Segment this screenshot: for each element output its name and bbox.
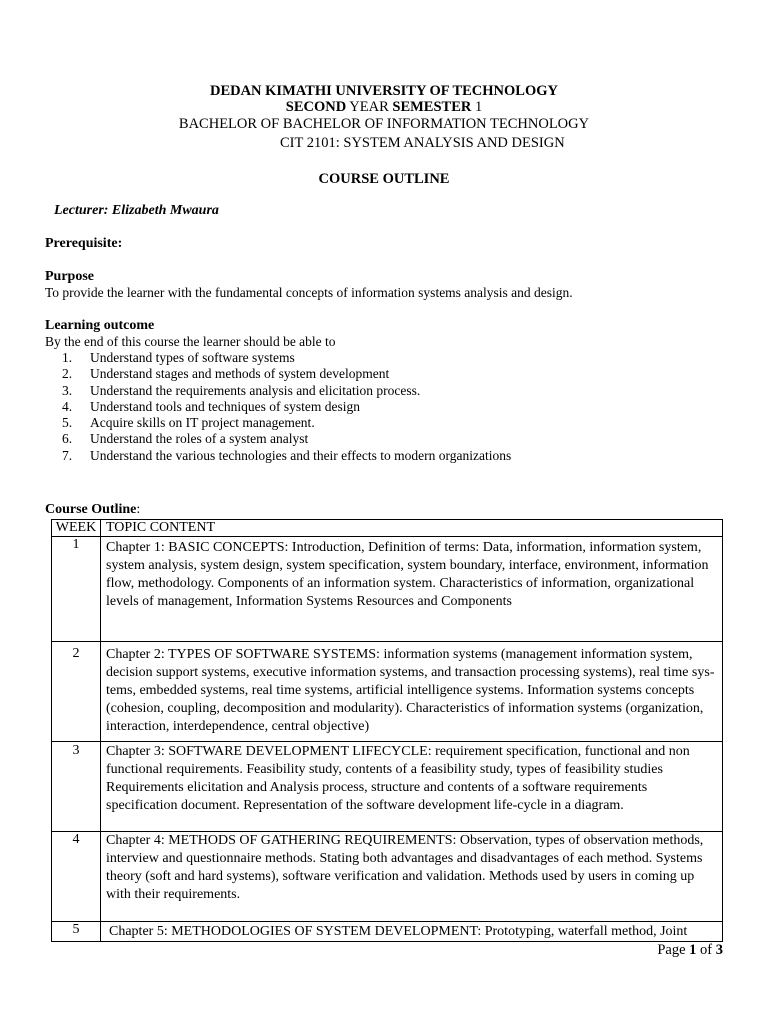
week-cell: 3 — [52, 742, 101, 832]
topic-text-continued: Requirements elicitation and Analysis process, structure and contents of a software requirements specification document. Representation of the software development life-cycle in a diagram. — [106, 780, 648, 813]
page-number: Page 1 of 3 — [657, 942, 723, 958]
semester-number: 1 — [471, 99, 483, 115]
purpose-text: To provide the learner with the fundamental concepts of information systems analysis and design. — [45, 285, 573, 300]
year-label: SECOND — [285, 99, 347, 115]
table-row — [52, 537, 723, 642]
table-row — [52, 742, 723, 832]
topic-cell: Chapter 2: TYPES OF SOFTWARE SYSTEMS: information systems (management information system, decision support systems, executive information systems, and transaction processing systems), real time sys-tems, embedded systems, real time systems, artificial intelligence systems. Information systems concepts (cohesion, coupling, decomposition and modularity). Characteristics of information systems (organization, interaction, interdependence, central objective) — [101, 642, 723, 742]
list-item: 6. Understand the roles of a system analyst — [62, 431, 309, 447]
semester-label: SEMESTER — [392, 99, 472, 115]
degree-title: BACHELOR OF BACHELOR OF INFORMATION TECHNOLOGY — [178, 116, 590, 132]
university-name: DEDAN KIMATHI UNIVERSITY OF TECHNOLOGY — [209, 83, 559, 99]
list-item: 5. Acquire skills on IT project management. — [62, 415, 315, 431]
course-title: CIT 2101: SYSTEM ANALYSIS AND DESIGN — [280, 135, 565, 151]
topic-cell: Chapter 4: METHODS OF GATHERING REQUIREMENTS: Observation, types of observation methods, interview and questionnaire methods. Stating both advantages and disadvantages of each method. Systems theory (soft and hard systems), software verification and validation. Methods used by users in coming up with their requirements. — [101, 832, 723, 922]
list-item: 2. Understand stages and methods of system development — [62, 366, 390, 382]
table-header-row — [52, 520, 723, 537]
list-item: 7. Understand the various technologies and their effects to modern organizations — [62, 447, 512, 463]
learning-outcome-intro: By the end of this course the learner should be able to — [45, 334, 336, 349]
purpose-heading: Purpose — [45, 269, 94, 284]
table-row — [52, 832, 723, 922]
list-item: 4. Understand tools and techniques of system design — [62, 398, 360, 414]
week-cell: 2 — [52, 642, 101, 742]
year-word: YEAR — [346, 99, 393, 115]
table-row — [52, 642, 723, 742]
topic-text: Chapter 3: SOFTWARE DEVELOPMENT LIFECYCLE: requirement specification, functional and non functional requirements. Feasibility study, contents of a feasibility study, types of feasibility studies — [106, 744, 690, 777]
learning-outcome-list — [62, 350, 511, 464]
week-cell: 4 — [52, 832, 101, 922]
topic-cell — [101, 742, 723, 832]
topic-column-header: TOPIC CONTENT — [101, 520, 723, 537]
lecturer-name: Lecturer: Elizabeth Mwaura — [54, 203, 219, 218]
prerequisite-label: Prerequisite: — [45, 236, 123, 251]
topic-cell: Chapter 5: METHODOLOGIES OF SYSTEM DEVELOPMENT: Prototyping, waterfall method, Joint — [101, 922, 723, 942]
list-item: 1. Understand types of software systems — [62, 350, 295, 365]
course-outline-heading: Course Outline: — [45, 502, 141, 517]
list-item: 3. Understand the requirements analysis and elicitation process. — [62, 382, 421, 398]
course-outline-table — [51, 519, 723, 942]
table-row — [52, 922, 723, 942]
document-title: COURSE OUTLINE — [318, 171, 450, 187]
week-cell: 5 — [52, 922, 101, 942]
learning-outcome-heading: Learning outcome — [45, 318, 155, 333]
week-cell: 1 — [52, 537, 101, 642]
week-column-header: WEEK — [52, 520, 101, 537]
topic-cell: Chapter 1: BASIC CONCEPTS: Introduction, Definition of terms: Data, information, information system, system analysis, system design, system specification, system boundary, interface, environment, information flow, methodology. Components of an information system. Characteristics of information, organizational levels of management, Information Systems Resources and Components — [101, 537, 723, 642]
